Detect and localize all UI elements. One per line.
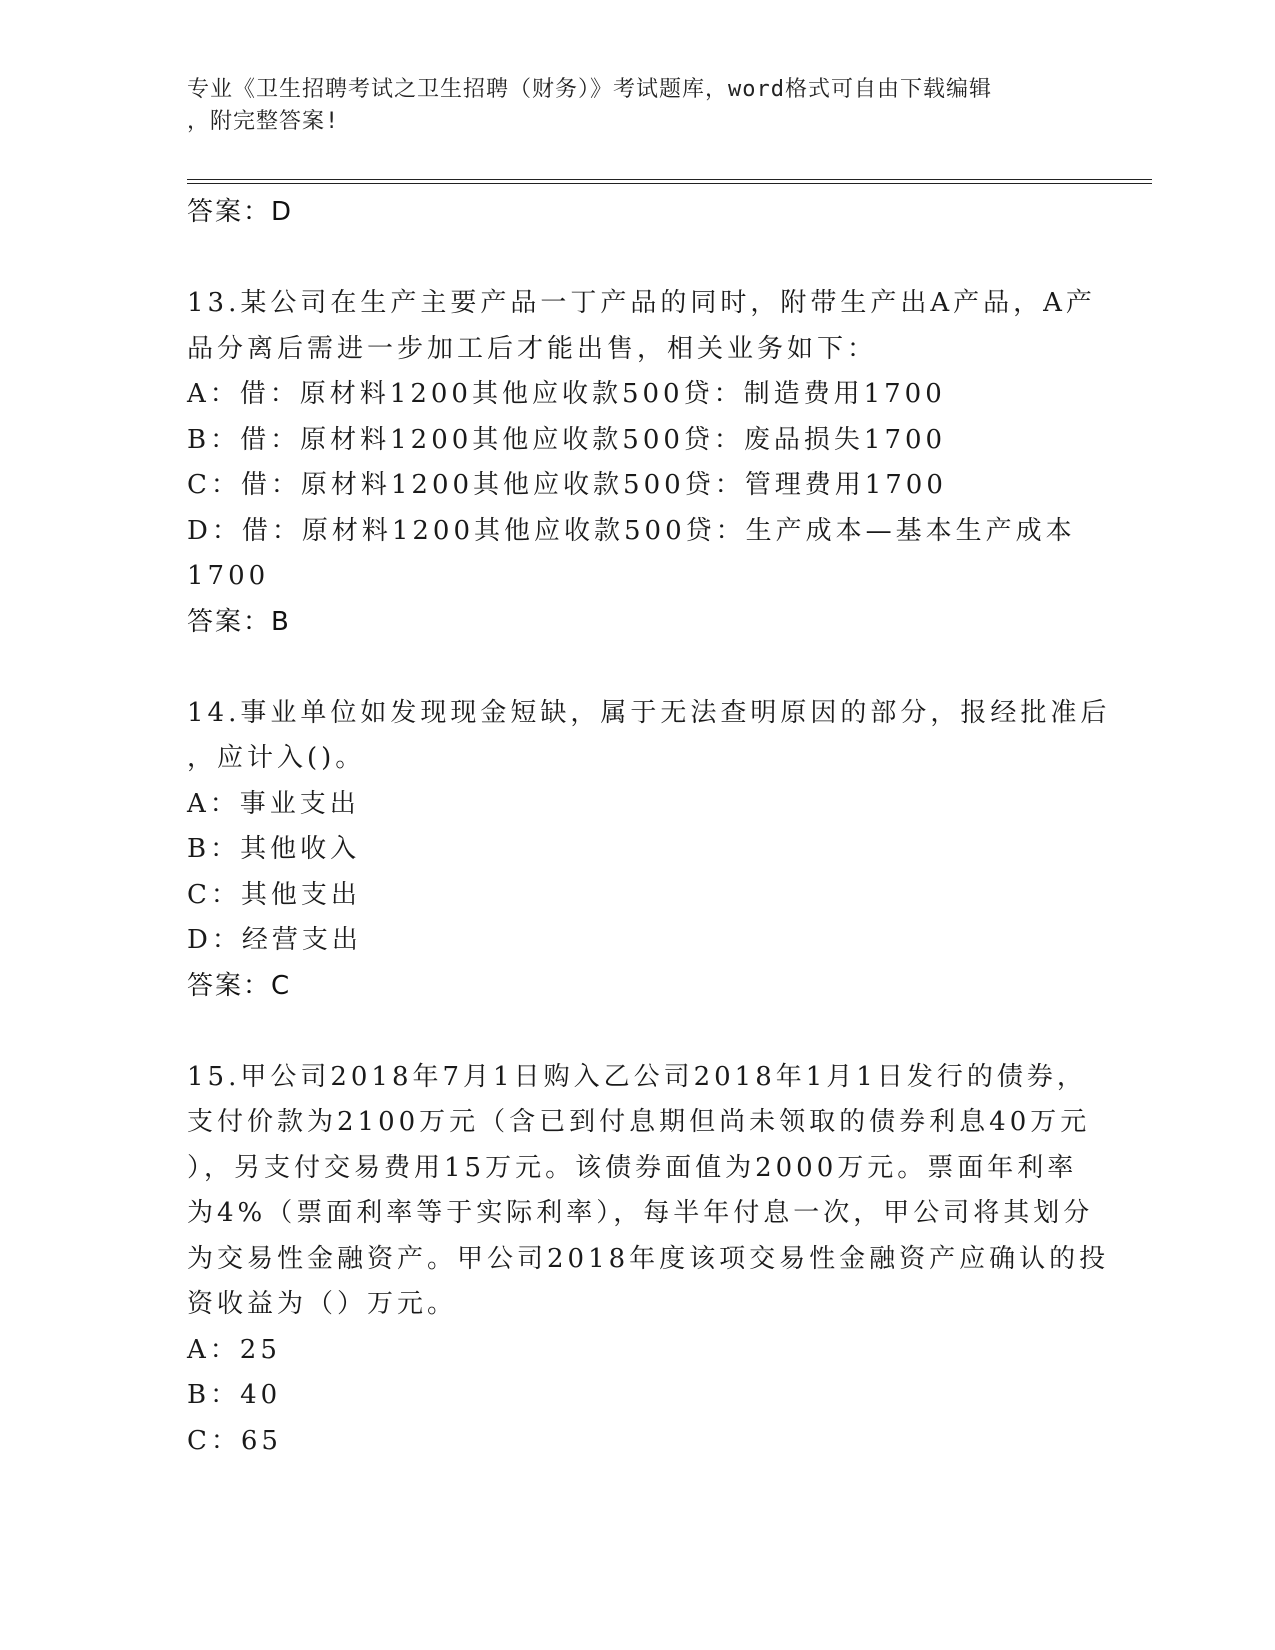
question-14 (187, 691, 1111, 1010)
option-c: C：65 (187, 1425, 282, 1456)
question-stem-line: 13.某公司在生产主要产品一丁产品的同时，附带生产出A产品，A产 (187, 288, 1096, 318)
question-stem-line: 资收益为（）万元。 (187, 1289, 458, 1319)
question-stem-line: 品分离后需进一步加工后才能出售，相关业务如下： (187, 333, 878, 364)
option-a: A：事业支出 (187, 788, 360, 819)
question-stem-line: 14.事业单位如发现现金短缺，属于无法查明原因的部分，报经批准后 (187, 697, 1111, 728)
question-stem-line: 支付价款为2100万元（含已到付息期但尚未领取的债券利息40万元 (187, 1107, 1091, 1137)
question-stem-line: ，应计入()。 (187, 743, 366, 773)
question-13 (187, 281, 1096, 645)
header-line-1: 专业《卫生招聘考试之卫生招聘（财务）》考试题库，word格式可自由下载编辑 (187, 77, 992, 102)
question-15 (187, 1055, 1110, 1465)
question-stem-line: 15.甲公司2018年7月1日购入乙公司2018年1月1日发行的债券， (187, 1061, 1087, 1092)
answer-label: 答案：B (187, 606, 291, 637)
question-stem-line: 为4%（票面利率等于实际利率），每半年付息一次，甲公司将其划分 (187, 1198, 1094, 1228)
option-d: D：借：原材料1200其他应收款500贷：生产成本—基本生产成本 (187, 515, 1076, 546)
header-divider-bottom (187, 183, 1152, 184)
option-c: C：借：原材料1200其他应收款500贷：管理费用1700 (187, 470, 947, 500)
prev-answer: 答案：D (187, 197, 294, 227)
question-stem-line: 为交易性金融资产。甲公司2018年度该项交易性金融资产应确认的投 (187, 1243, 1110, 1274)
header-divider-top (187, 179, 1152, 180)
option-b: B：借：原材料1200其他应收款500贷：废品损失1700 (187, 424, 947, 455)
answer-label: 答案：C (187, 970, 292, 1001)
option-a: A：借：原材料1200其他应收款500贷：制造费用1700 (187, 379, 946, 409)
option-d: D：经营支出 (187, 925, 362, 955)
question-stem-line: ），另支付交易费用15万元。该债券面值为2000万元。票面年利率 (187, 1152, 1078, 1183)
option-a: A：25 (187, 1334, 281, 1365)
header-line-2: ，附完整答案! (187, 109, 340, 134)
option-c: C：其他支出 (187, 879, 361, 910)
question-list (187, 190, 1111, 1464)
option-d-continued: 1700 (187, 561, 270, 591)
option-b: B：40 (187, 1380, 282, 1410)
option-b: B：其他收入 (187, 834, 361, 864)
page-header (187, 74, 1087, 138)
